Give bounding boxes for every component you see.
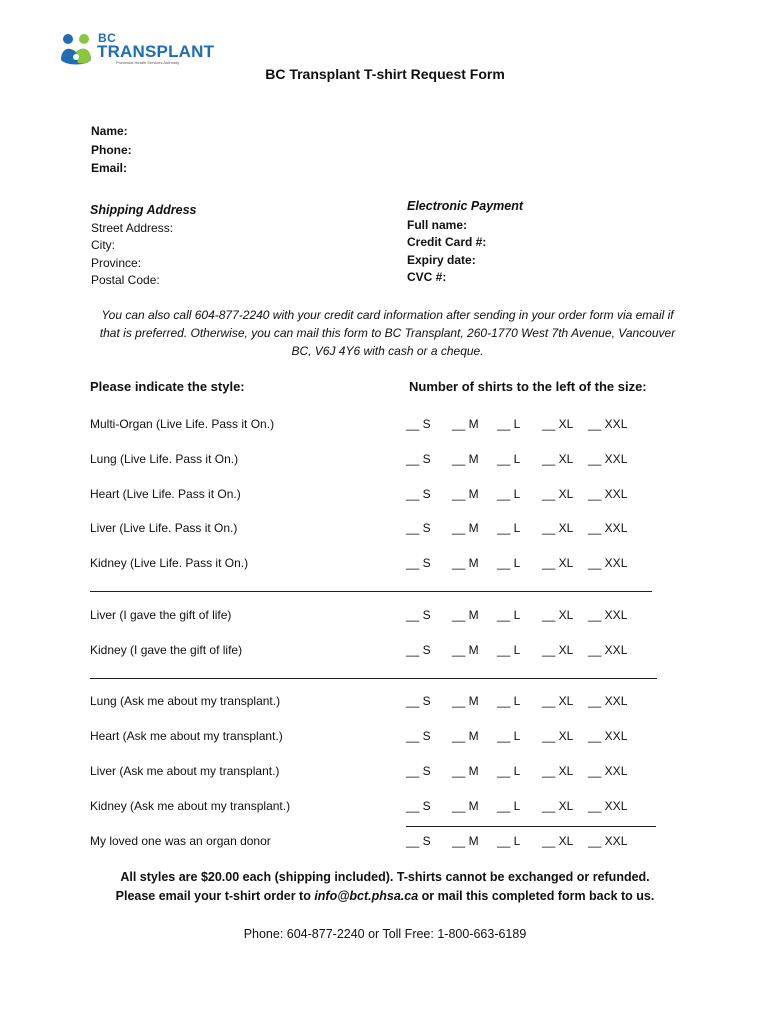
size-count-field[interactable]: __ XL (542, 694, 574, 708)
size-count-field[interactable]: __ L (497, 521, 521, 535)
size-count-field[interactable]: __ S (406, 834, 431, 848)
size-count-field[interactable]: __ XXL (588, 608, 628, 622)
street-label: Street Address: (91, 221, 174, 235)
name-label: Name: (91, 124, 128, 138)
email-note (0, 889, 770, 903)
style-name: Lung (Ask me about my transplant.) (90, 694, 281, 708)
size-count-field[interactable]: __ XL (542, 521, 574, 535)
style-name: Kidney (I gave the gift of life) (90, 643, 243, 657)
province-label: Province: (91, 256, 142, 270)
size-count-field[interactable]: __ S (406, 729, 431, 743)
logo-name-text: TRANSPLANT (97, 42, 215, 61)
city-label: City: (91, 238, 115, 252)
size-count-field[interactable]: __ XL (542, 764, 574, 778)
fullname-label: Full name: (407, 218, 468, 232)
logo-bc-text: BC (98, 31, 117, 45)
size-count-field[interactable]: __ S (406, 643, 431, 657)
size-count-field[interactable]: __ XL (542, 834, 574, 848)
style-name: Multi-Organ (Live Life. Pass it On.) (90, 417, 275, 431)
size-count-field[interactable]: __ XL (542, 729, 574, 743)
page-title: BC Transplant T-shirt Request Form (265, 66, 505, 82)
size-count-field[interactable]: __ M (452, 417, 479, 431)
price-note: All styles are $20.00 each (shipping included). T-shirts cannot be exchanged or refunded. (120, 870, 650, 884)
style-name: Lung (Live Life. Pass it On.) (90, 452, 239, 466)
size-count-field[interactable]: __ XL (542, 487, 574, 501)
style-name: Kidney (Live Life. Pass it On.) (90, 556, 249, 570)
size-count-field[interactable]: __ M (452, 556, 479, 570)
size-count-field[interactable]: __ XXL (588, 487, 628, 501)
email-note-pre: Please email your t-shirt order to (115, 889, 315, 903)
size-count-field[interactable]: __ XL (542, 452, 574, 466)
size-count-field[interactable]: __ L (497, 694, 521, 708)
cvc-label: CVC #: (407, 270, 447, 284)
size-count-field[interactable]: __ M (452, 643, 479, 657)
size-count-field[interactable]: __ XXL (588, 834, 628, 848)
size-count-field[interactable]: __ S (406, 764, 431, 778)
count-header: Number of shirts to the left of the size: (409, 379, 647, 394)
size-count-field[interactable]: __ S (406, 556, 431, 570)
shipping-heading: Shipping Address (90, 203, 197, 217)
size-count-field[interactable]: __ XL (542, 608, 574, 622)
size-count-field[interactable]: __ L (497, 556, 521, 570)
size-count-field[interactable]: __ L (497, 487, 521, 501)
size-count-field[interactable]: __ M (452, 694, 479, 708)
size-count-field[interactable]: __ S (406, 417, 431, 431)
size-count-field[interactable]: __ L (497, 764, 521, 778)
size-count-field[interactable]: __ L (497, 452, 521, 466)
size-count-field[interactable]: __ S (406, 799, 431, 813)
logo-figures-icon (58, 30, 100, 70)
size-count-field[interactable]: __ M (452, 729, 479, 743)
size-count-field[interactable]: __ XXL (588, 452, 628, 466)
section-divider (406, 826, 656, 827)
size-count-field[interactable]: __ M (452, 452, 479, 466)
email-label: Email: (91, 161, 128, 175)
expiry-label: Expiry date: (407, 253, 476, 267)
size-count-field[interactable]: __ L (497, 729, 521, 743)
size-count-field[interactable]: __ M (452, 799, 479, 813)
size-count-field[interactable]: __ XL (542, 643, 574, 657)
size-count-field[interactable]: __ XL (542, 799, 574, 813)
size-count-field[interactable]: __ XXL (588, 729, 628, 743)
style-name: Liver (Ask me about my transplant.) (90, 764, 280, 778)
style-name: Kidney (Ask me about my transplant.) (90, 799, 291, 813)
section-divider (90, 591, 652, 592)
size-count-field[interactable]: __ XXL (588, 643, 628, 657)
size-count-field[interactable]: __ XXL (588, 764, 628, 778)
payment-note: You can also call 604-877-2240 with your credit card information after sending in your order form via email if that is preferred. Otherwise, you can mail this form to BC Transplant, 260-1770 West 7th Avenue, Vancouver BC, V6J 4Y6 with cash or a cheque. (99, 308, 676, 358)
section-divider (90, 678, 657, 679)
size-count-field[interactable]: __ XXL (588, 521, 628, 535)
size-count-field[interactable]: __ S (406, 452, 431, 466)
size-count-field[interactable]: __ M (452, 834, 479, 848)
size-count-field[interactable]: __ XXL (588, 417, 628, 431)
size-count-field[interactable]: __ S (406, 521, 431, 535)
size-count-field[interactable]: __ M (452, 487, 479, 501)
style-name: Liver (Live Life. Pass it On.) (90, 521, 238, 535)
payment-heading: Electronic Payment (407, 199, 524, 213)
size-count-field[interactable]: __ L (497, 643, 521, 657)
phone-footer: Phone: 604-877-2240 or Toll Free: 1-800-663-6189 (243, 927, 527, 941)
size-count-field[interactable]: __ XXL (588, 556, 628, 570)
card-label: Credit Card #: (407, 235, 487, 249)
phone-label: Phone: (91, 143, 132, 157)
size-count-field[interactable]: __ L (497, 417, 521, 431)
size-count-field[interactable]: __ S (406, 487, 431, 501)
postal-label: Postal Code: (91, 273, 160, 287)
style-header: Please indicate the style: (90, 379, 245, 394)
logo-sub-text: Provincial Health Services Authority (116, 60, 180, 65)
size-count-field[interactable]: __ L (497, 608, 521, 622)
size-count-field[interactable]: __ S (406, 694, 431, 708)
style-name: Heart (Ask me about my transplant.) (90, 729, 283, 743)
size-count-field[interactable]: __ XL (542, 417, 574, 431)
size-count-field[interactable]: __ M (452, 764, 479, 778)
size-count-field[interactable]: __ L (497, 799, 521, 813)
size-count-field[interactable]: __ XXL (588, 799, 628, 813)
email-note-post: or mail this completed form back to us. (418, 889, 655, 903)
size-count-field[interactable]: __ XL (542, 556, 574, 570)
size-count-field[interactable]: __ M (452, 521, 479, 535)
size-count-field[interactable]: __ M (452, 608, 479, 622)
size-count-field[interactable]: __ S (406, 608, 431, 622)
style-name: Heart (Live Life. Pass it On.) (90, 487, 241, 501)
style-name: Liver (I gave the gift of life) (90, 608, 232, 622)
order-email-link[interactable]: info@bct.phsa.ca (314, 889, 419, 903)
size-count-field[interactable]: __ XXL (588, 694, 628, 708)
size-count-field[interactable]: __ L (497, 834, 521, 848)
style-name: My loved one was an organ donor (90, 834, 271, 848)
